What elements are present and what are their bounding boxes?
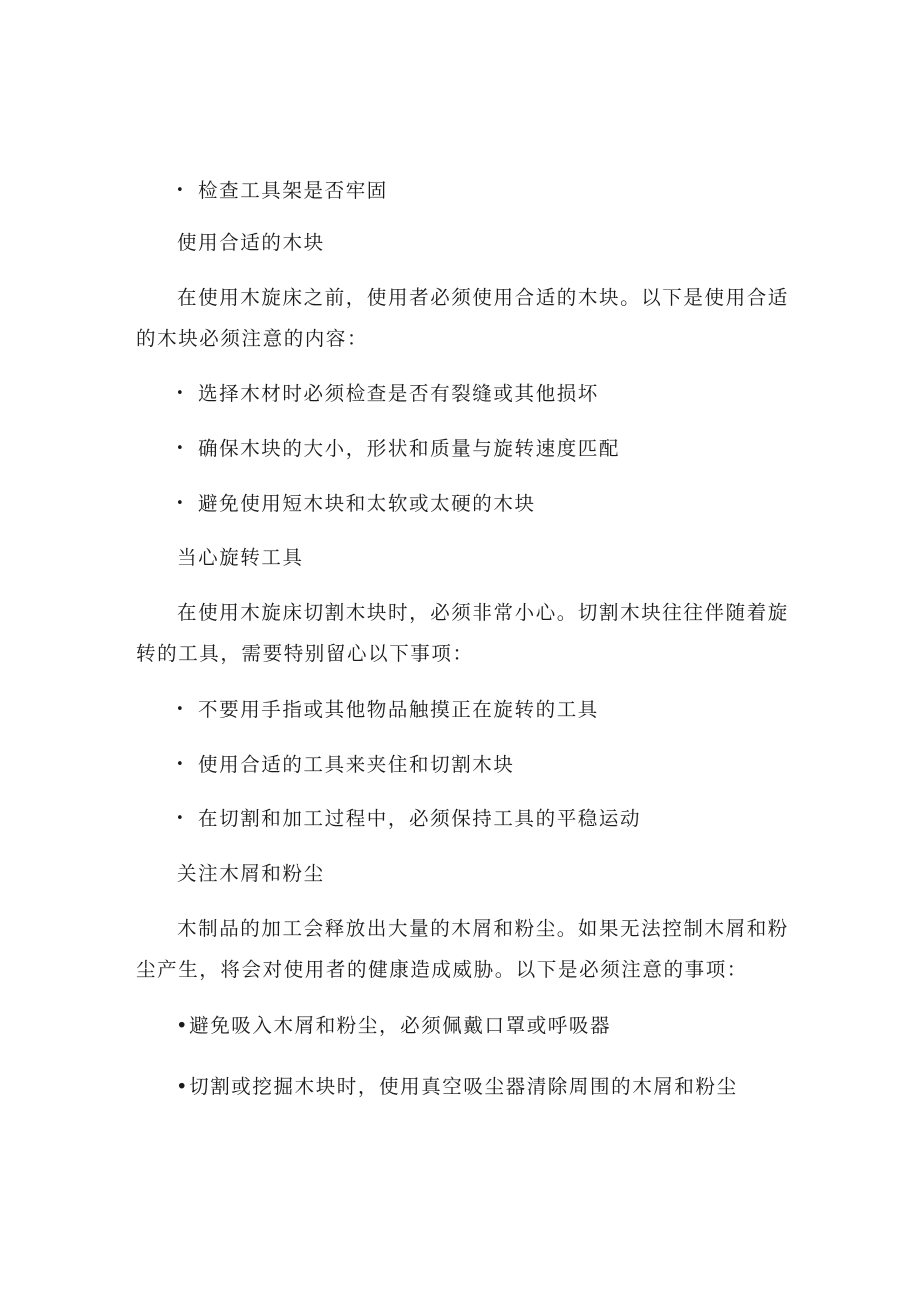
bullet-item: 检查工具架是否牢固 xyxy=(198,179,388,202)
bullet-item: 避免使用短木块和太软或太硬的木块 xyxy=(198,492,536,515)
bullet-item: •避免吸入木屑和粉尘，必须佩戴口罩或呼吸器 xyxy=(176,1014,612,1037)
bullet-marker: • xyxy=(176,441,184,456)
bullet-marker: • xyxy=(176,702,184,717)
bullet-marker: • xyxy=(176,757,184,772)
bullet-item: 不要用手指或其他物品触摸正在旋转的工具 xyxy=(198,698,599,721)
paragraph-line: 转的工具，需要特别留心以下事项： xyxy=(136,642,474,665)
section-heading: 关注木屑和粉尘 xyxy=(177,862,325,885)
section-heading: 当心旋转工具 xyxy=(177,546,304,569)
bullet-item: 使用合适的工具来夹住和切割木块 xyxy=(198,753,515,776)
paragraph-line: 尘产生，将会对使用者的健康造成威胁。以下是必须注意的事项： xyxy=(136,958,748,981)
bullet-item: •切割或挖掘木块时，使用真空吸尘器清除周围的木屑和粉尘 xyxy=(176,1075,738,1098)
bullet-marker: • xyxy=(176,811,184,826)
bullet-marker: • xyxy=(176,386,184,401)
section-heading: 使用合适的木块 xyxy=(177,231,325,254)
paragraph-line: 在使用木旋床之前，使用者必须使用合适的木块。以下是使用合适 xyxy=(177,286,789,309)
bullet-marker: • xyxy=(176,496,184,511)
bullet-item: 确保木块的大小，形状和质量与旋转速度匹配 xyxy=(198,437,621,460)
paragraph-line: 在使用木旋床切割木块时，必须非常小心。切割木块往往伴随着旋 xyxy=(177,601,789,624)
bullet-item: 在切割和加工过程中，必须保持工具的平稳运动 xyxy=(198,807,642,830)
paragraph-line: 的木块必须注意的内容： xyxy=(136,327,369,350)
paragraph-line: 木制品的加工会释放出大量的木屑和粉尘。如果无法控制木屑和粉 xyxy=(177,917,789,940)
bullet-marker: • xyxy=(176,183,184,198)
bullet-item: 选择木材时必须检查是否有裂缝或其他损坏 xyxy=(198,382,599,405)
